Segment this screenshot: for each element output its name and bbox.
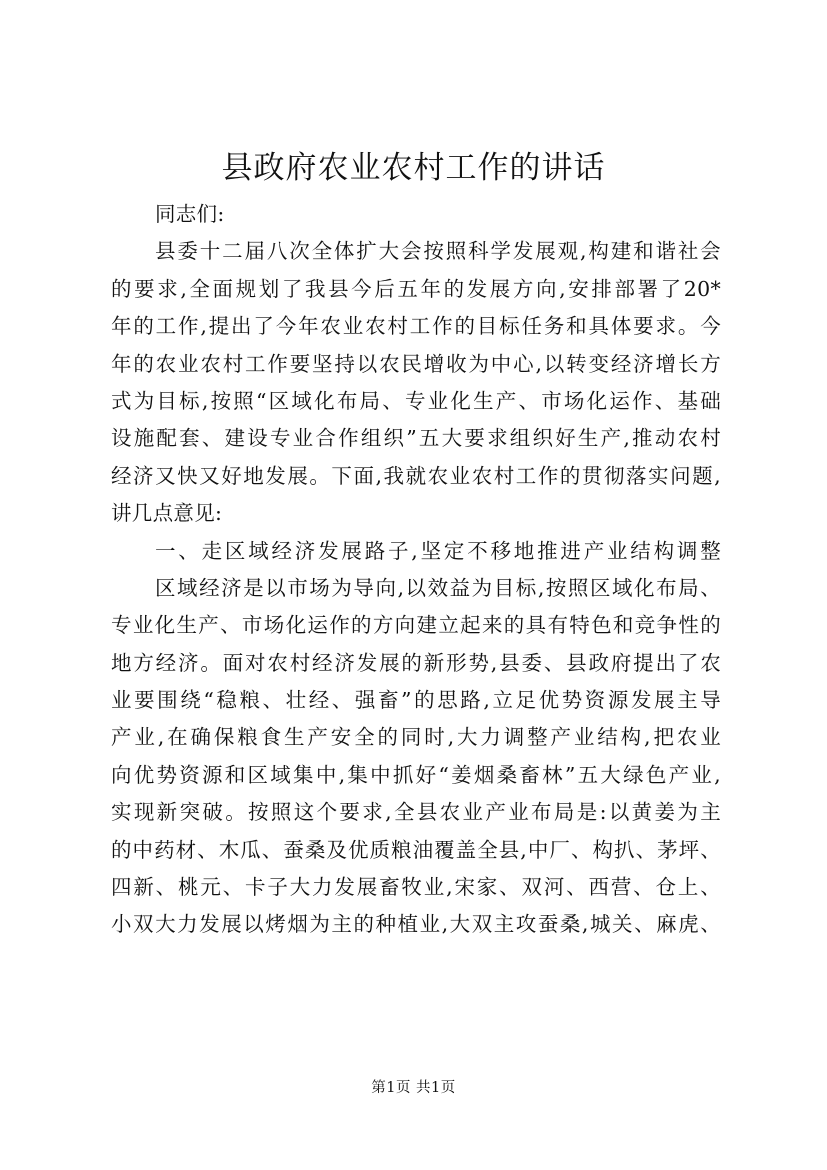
document-title: 县政府农业农村工作的讲话 (221, 150, 606, 186)
body-line: 产业,在确保粮食生产安全的同时,大力调整产业结构,把农业 (111, 725, 721, 750)
body-line: 讲几点意见: (111, 501, 223, 526)
body-line: 经济又快又好地发展。下面,我就农业农村工作的贯彻落实问题, (111, 463, 721, 488)
body-line: 向优势资源和区域集中,集中抓好“姜烟桑畜林”五大绿色产业, (111, 762, 721, 787)
body-line: 的要求,全面规划了我县今后五年的发展方向,安排部署了20* (111, 276, 721, 301)
body-line: 专业化生产、市场化运作的方向建立起来的具有特色和竞争性的 (111, 613, 721, 638)
salutation-line: 同志们: (155, 202, 225, 226)
page-footer: 第1页 共1页 (371, 1080, 456, 1096)
body-line: 式为目标,按照“区域化布局、专业化生产、市场化运作、基础 (111, 388, 721, 413)
body-line: 设施配套、建设专业合作组织”五大要求组织好生产,推动农村 (111, 426, 721, 451)
document-body (111, 196, 721, 944)
body-line: 年的工作,提出了今年农业农村工作的目标任务和具体要求。今 (111, 314, 721, 339)
body-line: 县委十二届八次全体扩大会按照科学发展观,构建和谐社会 (155, 239, 721, 264)
body-line: 地方经济。面对农村经济发展的新形势,县委、县政府提出了农 (111, 650, 721, 675)
body-line: 的中药材、木瓜、蚕桑及优质粮油覆盖全县,中厂、构扒、茅坪、 (111, 837, 721, 862)
body-line: 业要围绕“稳粮、壮经、强畜”的思路,立足优势资源发展主导 (111, 688, 721, 713)
body-line: 年的农业农村工作要坚持以农民增收为中心,以转变经济增长方 (111, 351, 721, 376)
body-line: 区域经济是以市场为导向,以效益为目标,按照区域化布局、 (155, 575, 721, 600)
section-heading: 一、走区域经济发展路子,坚定不移地推进产业结构调整 (155, 538, 721, 563)
body-line: 四新、桃元、卡子大力发展畜牧业,宋家、双河、西营、仓上、 (111, 875, 721, 900)
body-line: 实现新突破。按照这个要求,全县农业产业布局是:以黄姜为主 (111, 800, 721, 825)
body-line: 小双大力发展以烤烟为主的种植业,大双主攻蚕桑,城关、麻虎、 (111, 912, 721, 937)
